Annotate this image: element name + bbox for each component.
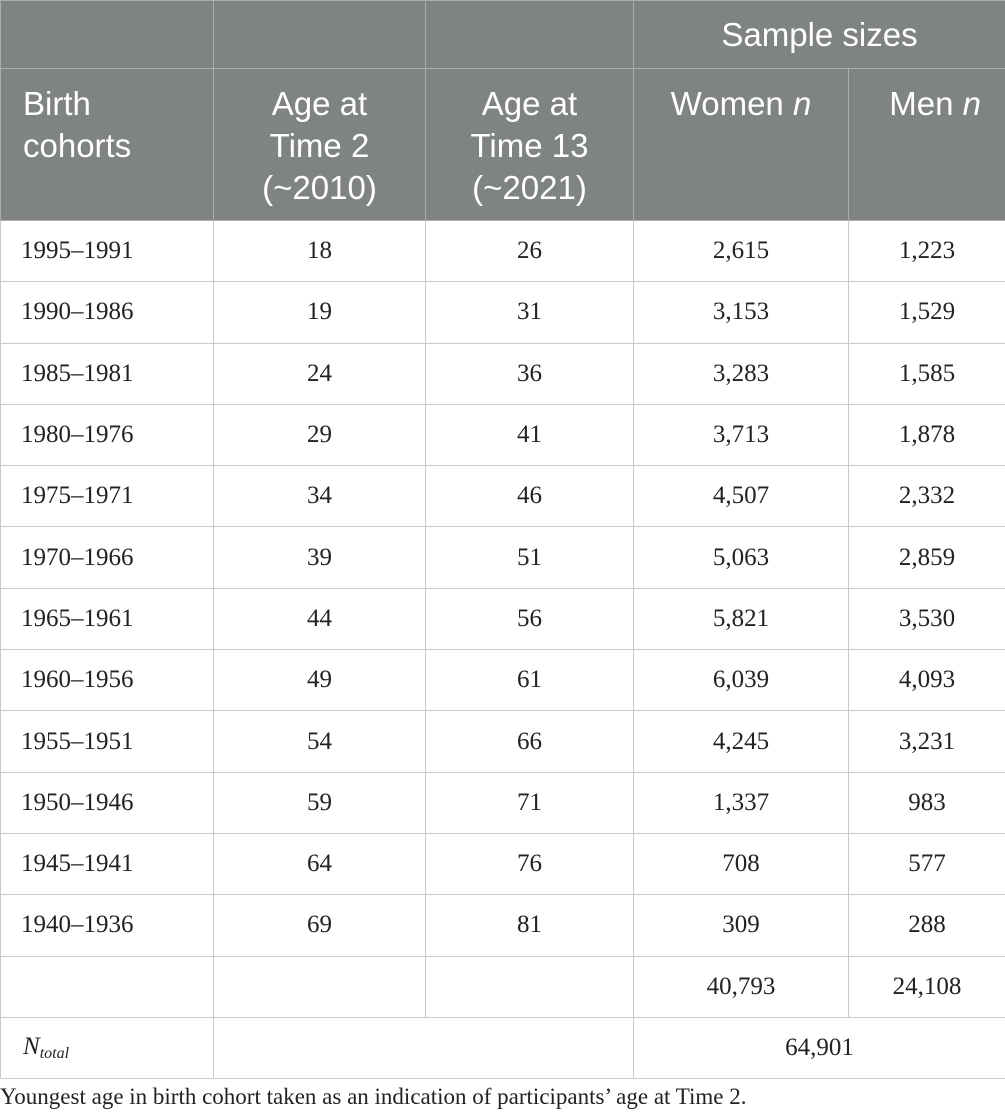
n-symbol: n bbox=[962, 85, 981, 122]
women-n-header bbox=[634, 69, 849, 221]
men-cell: 1,223 bbox=[849, 221, 1005, 282]
age-time2-cell: 34 bbox=[214, 466, 426, 527]
table-row bbox=[1, 527, 1005, 588]
table-row bbox=[1, 343, 1005, 404]
age-time2-cell: 39 bbox=[214, 527, 426, 588]
table-body bbox=[1, 221, 1005, 1079]
women-cell: 5,821 bbox=[634, 588, 849, 649]
age-time13-cell: 76 bbox=[426, 833, 634, 894]
table-row bbox=[1, 466, 1005, 527]
age-time2-cell: 44 bbox=[214, 588, 426, 649]
age-time2-cell: 59 bbox=[214, 772, 426, 833]
age-time2-cell: 64 bbox=[214, 833, 426, 894]
header-row-top bbox=[1, 1, 1005, 69]
men-total-cell: 24,108 bbox=[849, 956, 1005, 1017]
table-footnote: Youngest age in birth cohort taken as an indication of participants’ age at Time 2. bbox=[0, 1084, 747, 1109]
age-time2-cell: 49 bbox=[214, 650, 426, 711]
cohort-cell: 1945–1941 bbox=[1, 833, 214, 894]
cohort-cell: 1940–1936 bbox=[1, 895, 214, 956]
women-cell: 2,615 bbox=[634, 221, 849, 282]
women-total-cell: 40,793 bbox=[634, 956, 849, 1017]
age-time13-cell: 26 bbox=[426, 221, 634, 282]
men-cell: 3,231 bbox=[849, 711, 1005, 772]
age-time13-cell: 46 bbox=[426, 466, 634, 527]
header-line: (~2021) bbox=[472, 169, 587, 206]
age-time13-cell: 41 bbox=[426, 404, 634, 465]
women-cell: 5,063 bbox=[634, 527, 849, 588]
age-time13-cell: 31 bbox=[426, 282, 634, 343]
table-row bbox=[1, 711, 1005, 772]
age-time2-cell: 18 bbox=[214, 221, 426, 282]
men-cell: 1,529 bbox=[849, 282, 1005, 343]
women-cell: 4,507 bbox=[634, 466, 849, 527]
ntotal-row bbox=[1, 1017, 1005, 1078]
men-cell: 577 bbox=[849, 833, 1005, 894]
women-cell: 3,713 bbox=[634, 404, 849, 465]
header-row-main bbox=[1, 69, 1005, 221]
cohort-cell: 1970–1966 bbox=[1, 527, 214, 588]
men-cell: 1,878 bbox=[849, 404, 1005, 465]
cohort-cell: 1975–1971 bbox=[1, 466, 214, 527]
cohort-cell: 1985–1981 bbox=[1, 343, 214, 404]
table-row bbox=[1, 895, 1005, 956]
ntotal-value-cell: 64,901 bbox=[634, 1017, 1005, 1078]
cohort-cell: 1965–1961 bbox=[1, 588, 214, 649]
empty-cell bbox=[426, 956, 634, 1017]
women-label: Women bbox=[670, 85, 784, 122]
women-cell: 6,039 bbox=[634, 650, 849, 711]
table-row bbox=[1, 221, 1005, 282]
empty-cell bbox=[1, 956, 214, 1017]
ntotal-label bbox=[1, 1017, 214, 1078]
age-time2-cell: 54 bbox=[214, 711, 426, 772]
age-time13-cell: 61 bbox=[426, 650, 634, 711]
header-line: Time 13 bbox=[470, 127, 589, 164]
age-time2-cell: 29 bbox=[214, 404, 426, 465]
women-cell: 4,245 bbox=[634, 711, 849, 772]
women-cell: 1,337 bbox=[634, 772, 849, 833]
table-row bbox=[1, 404, 1005, 465]
age-time13-cell: 36 bbox=[426, 343, 634, 404]
header-empty-cell bbox=[426, 1, 634, 69]
age-time13-header bbox=[426, 69, 634, 221]
cohort-cell: 1995–1991 bbox=[1, 221, 214, 282]
ntotal-subscript: total bbox=[39, 1045, 70, 1062]
birth-cohorts-header bbox=[1, 69, 214, 221]
men-cell: 1,585 bbox=[849, 343, 1005, 404]
header-line: Age at bbox=[271, 85, 368, 122]
header-line: (~2010) bbox=[262, 169, 377, 206]
cohort-cell: 1960–1956 bbox=[1, 650, 214, 711]
age-time13-cell: 56 bbox=[426, 588, 634, 649]
age-time13-cell: 66 bbox=[426, 711, 634, 772]
age-time2-header bbox=[214, 69, 426, 221]
men-label: Men bbox=[889, 85, 954, 122]
ntotal-symbol: N bbox=[23, 1033, 40, 1060]
women-cell: 3,283 bbox=[634, 343, 849, 404]
women-cell: 3,153 bbox=[634, 282, 849, 343]
men-cell: 3,530 bbox=[849, 588, 1005, 649]
cohort-cell: 1990–1986 bbox=[1, 282, 214, 343]
age-time13-cell: 81 bbox=[426, 895, 634, 956]
header-line: Birth bbox=[23, 85, 91, 122]
cohort-cell: 1955–1951 bbox=[1, 711, 214, 772]
age-time2-cell: 69 bbox=[214, 895, 426, 956]
table-header bbox=[1, 1, 1005, 221]
women-cell: 708 bbox=[634, 833, 849, 894]
header-line: cohorts bbox=[23, 127, 132, 164]
cohort-cell: 1950–1946 bbox=[1, 772, 214, 833]
cohort-cell: 1980–1976 bbox=[1, 404, 214, 465]
header-line: Age at bbox=[481, 85, 578, 122]
age-time13-cell: 51 bbox=[426, 527, 634, 588]
empty-cell bbox=[214, 956, 426, 1017]
men-cell: 4,093 bbox=[849, 650, 1005, 711]
table-row bbox=[1, 650, 1005, 711]
men-cell: 2,859 bbox=[849, 527, 1005, 588]
table-row bbox=[1, 282, 1005, 343]
totals-row bbox=[1, 956, 1005, 1017]
table-row bbox=[1, 772, 1005, 833]
age-time13-cell: 71 bbox=[426, 772, 634, 833]
men-cell: 983 bbox=[849, 772, 1005, 833]
men-cell: 288 bbox=[849, 895, 1005, 956]
n-symbol: n bbox=[792, 85, 812, 122]
header-line: Time 2 bbox=[269, 127, 370, 164]
table-row bbox=[1, 588, 1005, 649]
men-n-header bbox=[849, 69, 1005, 221]
table-row bbox=[1, 833, 1005, 894]
men-cell: 2,332 bbox=[849, 466, 1005, 527]
sample-sizes-header: Sample sizes bbox=[634, 1, 1005, 69]
women-cell: 309 bbox=[634, 895, 849, 956]
header-empty-cell bbox=[214, 1, 426, 69]
age-time2-cell: 19 bbox=[214, 282, 426, 343]
age-time2-cell: 24 bbox=[214, 343, 426, 404]
header-empty-cell bbox=[1, 1, 214, 69]
empty-cell bbox=[214, 1017, 634, 1078]
